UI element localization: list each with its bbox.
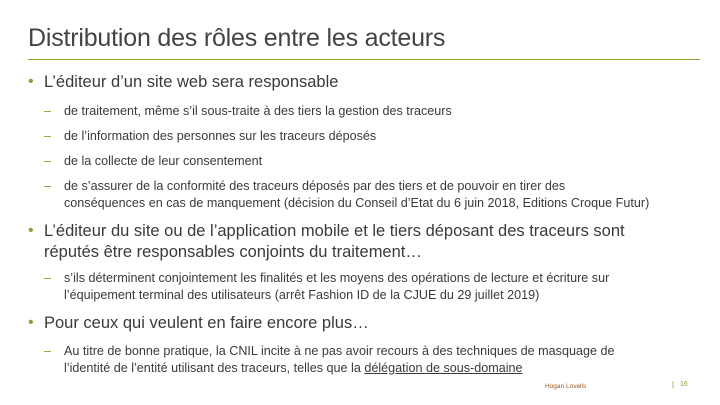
sub-bullet-text: de l’information des personnes sur les traceurs déposés <box>64 129 377 143</box>
bullet-icon: • <box>28 73 34 90</box>
sub-bullet-text-line2: l’équipement terminal des utilisateurs (arrêt Fashion ID de la CJUE du 29 juillet 2019) <box>64 287 540 302</box>
footer-separator: | <box>672 380 675 389</box>
sub-bullet-1-1 <box>44 103 452 120</box>
sub-bullet-text-line2: conséquences en cas de manquement (décision du Conseil d’Etat du 6 juin 2018, Editions Croque Futur) <box>64 195 650 210</box>
bullet-1-text: L’éditeur d’un site web sera responsable <box>44 73 339 91</box>
sub-bullet-1-2 <box>44 128 376 145</box>
bullet-icon: • <box>28 222 34 239</box>
sub-bullet-text-line1: s’ils déterminent conjointement les finalités et les moyens des opérations de lecture et écriture sur <box>64 271 610 285</box>
bullet-3-text: Pour ceux qui veulent en faire encore plus… <box>44 314 369 332</box>
sub-bullet-3-1 <box>44 343 615 376</box>
dash-icon: – <box>44 104 52 118</box>
bullet-2 <box>28 221 625 263</box>
sub-bullet-text-line1: Au titre de bonne pratique, la CNIL incite à ne pas avoir recours à des techniques de masquage de <box>64 344 615 358</box>
sub-bullet-text-line1: de s’assurer de la conformité des traceurs déposés par des tiers et de pouvoir en tirer des <box>64 179 566 193</box>
dash-icon: – <box>44 154 52 168</box>
sub-bullet-1-3 <box>44 153 262 170</box>
company-logo: Hogan Lovells <box>545 383 587 390</box>
bullet-3 <box>28 313 369 334</box>
bullet-icon: • <box>28 314 34 331</box>
subdomain-delegation-link[interactable]: délégation de sous-domaine <box>364 360 523 375</box>
sub-bullet-1-4 <box>44 178 649 211</box>
dash-icon: – <box>44 129 52 143</box>
bullet-2-text-line2: réputés être responsables conjoints du traitement… <box>44 243 422 261</box>
dash-icon: – <box>44 344 52 358</box>
sub-bullet-text-line2 <box>64 360 615 377</box>
sub-bullet-text: de la collecte de leur consentement <box>64 154 263 168</box>
sub-bullet-text: de traitement, même s’il sous-traite à des tiers la gestion des traceurs <box>64 104 452 118</box>
slide-title: Distribution des rôles entre les acteurs <box>28 24 446 52</box>
dash-icon: – <box>44 271 52 285</box>
bullet-1 <box>28 72 338 93</box>
sub-bullet-text-prefix: l’identité de l’entité utilisant des traceurs, telles que la <box>64 360 365 375</box>
sub-bullet-2-1 <box>44 270 609 303</box>
page-number: 16 <box>680 381 688 388</box>
dash-icon: – <box>44 179 52 193</box>
title-divider <box>28 59 700 60</box>
bullet-2-text-line1: L’éditeur du site ou de l’application mobile et le tiers déposant des traceurs sont <box>44 222 625 240</box>
